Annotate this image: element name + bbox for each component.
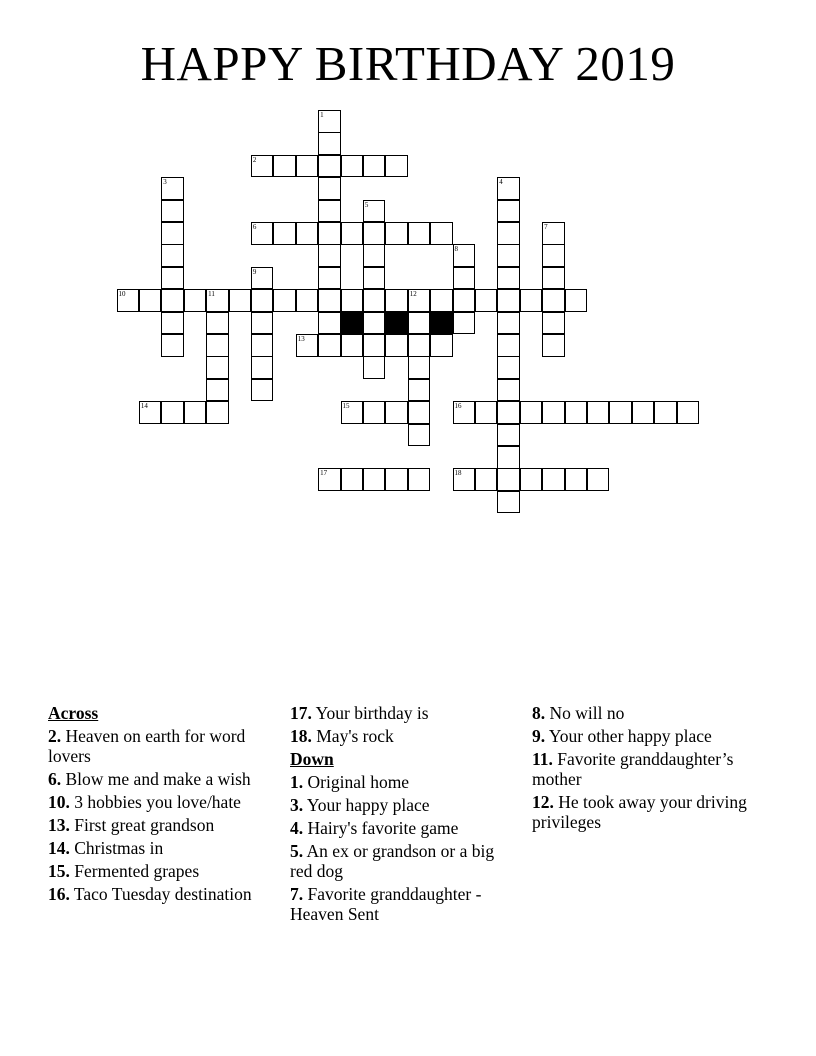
clue-number: 18. xyxy=(290,726,312,746)
grid-cell[interactable] xyxy=(408,401,431,424)
grid-cell[interactable] xyxy=(453,289,476,312)
grid-cell[interactable] xyxy=(497,334,520,357)
grid-cell[interactable] xyxy=(251,379,274,402)
clue-text: Favorite granddaughter’s mother xyxy=(532,749,734,789)
grid-cell[interactable] xyxy=(161,289,184,312)
grid-cell[interactable] xyxy=(318,267,341,290)
grid-cell[interactable] xyxy=(206,356,229,379)
grid-cell[interactable] xyxy=(251,155,274,178)
grid-cell[interactable] xyxy=(497,222,520,245)
cell-number: 3 xyxy=(163,178,167,187)
grid-cell[interactable] xyxy=(161,177,184,200)
clue-item xyxy=(532,792,747,832)
grid-cell[interactable] xyxy=(408,334,431,357)
clue-text: 3 hobbies you love/hate xyxy=(69,792,241,812)
grid-cell[interactable] xyxy=(318,244,341,267)
grid-cell[interactable] xyxy=(609,401,632,424)
clue-number: 7. xyxy=(290,884,304,904)
grid-cell[interactable] xyxy=(161,334,184,357)
grid-cell[interactable] xyxy=(632,401,655,424)
cell-number: 6 xyxy=(252,223,257,231)
clue-item xyxy=(290,703,510,723)
clue-number: 14. xyxy=(48,838,70,858)
grid-cell[interactable] xyxy=(229,289,252,312)
grid-cell[interactable] xyxy=(273,289,296,312)
grid-cell[interactable] xyxy=(363,200,386,223)
grid-cell[interactable] xyxy=(206,289,229,312)
grid-cell[interactable] xyxy=(542,244,565,267)
cell-number: 13 xyxy=(297,335,305,343)
clue-text: Heaven on earth for word lovers xyxy=(48,726,246,766)
grid-cell[interactable] xyxy=(341,468,364,491)
grid-cell[interactable] xyxy=(497,356,520,379)
grid-cell[interactable] xyxy=(318,334,341,357)
grid-cell[interactable] xyxy=(475,401,498,424)
clue-text: First great grandson xyxy=(69,815,215,835)
grid-cell[interactable] xyxy=(296,334,319,357)
cell-number: 7 xyxy=(544,223,548,231)
grid-cell[interactable] xyxy=(408,424,431,447)
grid-cell[interactable] xyxy=(408,289,431,312)
grid-cell[interactable] xyxy=(251,222,274,245)
grid-cell[interactable] xyxy=(542,334,565,357)
grid-cell[interactable] xyxy=(385,222,408,245)
grid-cell[interactable] xyxy=(296,222,319,245)
clue-number: 10. xyxy=(48,792,70,812)
cell-number: 8 xyxy=(454,245,458,254)
grid-cell[interactable] xyxy=(318,177,341,200)
clue-number: 16. xyxy=(48,884,70,904)
grid-cell[interactable] xyxy=(520,289,543,312)
grid-cell[interactable] xyxy=(587,468,610,491)
cell-number: 14 xyxy=(140,402,148,411)
clue-text: Blow me and make a wish xyxy=(61,769,251,789)
clue-text: May's rock xyxy=(311,726,394,746)
cell-number: 2 xyxy=(252,155,257,164)
grid-cell[interactable] xyxy=(408,356,431,379)
grid-cell[interactable] xyxy=(363,334,386,357)
clue-text: Favorite granddaughter - Heaven Sent xyxy=(290,884,482,924)
grid-cell[interactable] xyxy=(318,312,341,335)
clue-item xyxy=(532,749,747,789)
grid-cell[interactable] xyxy=(542,401,565,424)
clue-text: Fermented grapes xyxy=(69,861,200,881)
grid-cell[interactable] xyxy=(497,177,520,200)
grid-cell[interactable] xyxy=(520,468,543,491)
grid-cell[interactable] xyxy=(497,289,520,312)
grid-cell[interactable] xyxy=(408,468,431,491)
grid-cell[interactable] xyxy=(318,110,341,133)
grid-cell[interactable] xyxy=(497,312,520,335)
cell-number: 10 xyxy=(118,290,126,299)
grid-cell[interactable] xyxy=(453,267,476,290)
clue-text: Hairy's favorite game xyxy=(303,818,459,838)
grid-cell[interactable] xyxy=(565,468,588,491)
grid-cell[interactable] xyxy=(542,289,565,312)
grid-cell[interactable] xyxy=(453,312,476,335)
grid-cell[interactable] xyxy=(161,267,184,290)
clue-item xyxy=(48,884,268,904)
clue-section-header: Across xyxy=(48,703,99,723)
grid-cell[interactable] xyxy=(161,222,184,245)
grid-cell[interactable] xyxy=(542,312,565,335)
clue-item xyxy=(48,792,268,812)
grid-cell[interactable] xyxy=(453,468,476,491)
grid-cell[interactable] xyxy=(161,401,184,424)
clue-number: 2. xyxy=(48,726,62,746)
clue-item xyxy=(290,726,510,746)
grid-cell[interactable] xyxy=(161,312,184,335)
grid-cell[interactable] xyxy=(117,289,140,312)
grid-cell[interactable] xyxy=(654,401,677,424)
cell-number: 16 xyxy=(454,402,462,411)
page-title: HAPPY BIRTHDAY 2019 xyxy=(140,36,676,91)
grid-cell[interactable] xyxy=(363,312,386,335)
grid-cell[interactable] xyxy=(251,356,274,379)
grid-cell[interactable] xyxy=(251,312,274,335)
grid-cell[interactable] xyxy=(408,222,431,245)
grid-cell[interactable] xyxy=(565,401,588,424)
grid-cell[interactable] xyxy=(363,267,386,290)
grid-cell[interactable] xyxy=(497,379,520,402)
grid-cell[interactable] xyxy=(184,289,207,312)
clue-item xyxy=(48,769,268,789)
clue-section-header: Down xyxy=(290,749,334,769)
grid-cell[interactable] xyxy=(453,401,476,424)
grid-cell[interactable] xyxy=(296,289,319,312)
clue-text: No will no xyxy=(545,703,625,723)
clue-text: An ex or grandson or a big red dog xyxy=(290,841,495,881)
cell-number: 11 xyxy=(208,290,215,299)
cell-number: 4 xyxy=(499,178,503,187)
grid-cell[interactable] xyxy=(251,267,274,290)
clue-text: Your other happy place xyxy=(545,726,712,746)
grid-cell[interactable] xyxy=(273,155,296,178)
grid-cell[interactable] xyxy=(475,468,498,491)
cell-number: 17 xyxy=(320,469,328,478)
grid-cell[interactable] xyxy=(184,401,207,424)
clue-number: 17. xyxy=(290,703,312,723)
clue-item xyxy=(290,841,510,881)
grid-cell[interactable] xyxy=(385,334,408,357)
clue-text: Christmas in xyxy=(69,838,164,858)
clue-item xyxy=(290,795,510,815)
clue-item xyxy=(290,884,510,924)
grid-cell[interactable] xyxy=(341,155,364,178)
grid-cell[interactable] xyxy=(206,334,229,357)
black-square xyxy=(341,312,364,335)
clue-item xyxy=(48,838,268,858)
grid-cell[interactable] xyxy=(363,222,386,245)
grid-cell[interactable] xyxy=(677,401,700,424)
grid-cell[interactable] xyxy=(318,222,341,245)
grid-cell[interactable] xyxy=(341,334,364,357)
clue-text: Your happy place xyxy=(303,795,430,815)
clue-number: 15. xyxy=(48,861,70,881)
grid-cell[interactable] xyxy=(251,289,274,312)
grid-cell[interactable] xyxy=(206,312,229,335)
cell-number: 9 xyxy=(252,267,257,276)
clue-text: Your birthday is xyxy=(311,703,429,723)
clue-number: 3. xyxy=(290,795,304,815)
black-square xyxy=(385,312,408,335)
clue-column-3 xyxy=(532,703,747,835)
grid-cell[interactable] xyxy=(497,446,520,469)
grid-cell[interactable] xyxy=(497,401,520,424)
grid-cell[interactable] xyxy=(497,244,520,267)
grid-cell[interactable] xyxy=(161,244,184,267)
grid-cell[interactable] xyxy=(565,289,588,312)
clue-item xyxy=(532,726,747,746)
grid-cell[interactable] xyxy=(251,334,274,357)
clue-number: 4. xyxy=(290,818,304,838)
grid-cell[interactable] xyxy=(542,468,565,491)
clue-text: Original home xyxy=(303,772,410,792)
clue-number: 6. xyxy=(48,769,62,789)
grid-cell[interactable] xyxy=(341,222,364,245)
grid-cell[interactable] xyxy=(475,289,498,312)
grid-cell[interactable] xyxy=(318,468,341,491)
grid-cell[interactable] xyxy=(408,312,431,335)
black-square xyxy=(430,312,453,335)
grid-cell[interactable] xyxy=(430,334,453,357)
clue-number: 13. xyxy=(48,815,70,835)
grid-cell[interactable] xyxy=(318,289,341,312)
grid-cell[interactable] xyxy=(318,200,341,223)
clue-item xyxy=(290,818,510,838)
clue-column-2 xyxy=(290,703,510,927)
clue-text: He took away your driving privileges xyxy=(532,792,747,832)
grid-cell[interactable] xyxy=(318,155,341,178)
grid-cell[interactable] xyxy=(497,424,520,447)
grid-cell[interactable] xyxy=(139,289,162,312)
grid-cell[interactable] xyxy=(363,468,386,491)
grid-cell[interactable] xyxy=(206,379,229,402)
clue-number: 8. xyxy=(532,703,546,723)
clue-number: 5. xyxy=(290,841,304,861)
clue-item xyxy=(290,772,510,792)
grid-cell[interactable] xyxy=(408,379,431,402)
grid-cell[interactable] xyxy=(430,222,453,245)
clue-item xyxy=(48,861,268,881)
clue-number: 12. xyxy=(532,792,554,812)
clue-number: 11. xyxy=(532,749,553,769)
cell-number: 12 xyxy=(409,290,417,299)
grid-cell[interactable] xyxy=(385,289,408,312)
grid-cell[interactable] xyxy=(296,155,319,178)
grid-cell[interactable] xyxy=(341,401,364,424)
clue-text: Taco Tuesday destination xyxy=(69,884,252,904)
grid-cell[interactable] xyxy=(363,155,386,178)
grid-cell[interactable] xyxy=(363,244,386,267)
grid-cell[interactable] xyxy=(497,468,520,491)
cell-number: 15 xyxy=(342,402,350,411)
grid-cell[interactable] xyxy=(385,468,408,491)
grid-cell[interactable] xyxy=(341,289,364,312)
clue-item xyxy=(48,726,268,766)
clue-column-1 xyxy=(48,703,268,907)
grid-cell[interactable] xyxy=(587,401,610,424)
grid-cell[interactable] xyxy=(453,244,476,267)
cell-number: 5 xyxy=(364,200,369,209)
clue-item xyxy=(532,703,747,723)
grid-cell[interactable] xyxy=(497,267,520,290)
cell-number: 18 xyxy=(454,469,462,478)
grid-cell[interactable] xyxy=(206,401,229,424)
grid-cell[interactable] xyxy=(497,491,520,514)
grid-cell[interactable] xyxy=(542,222,565,245)
grid-cell[interactable] xyxy=(385,401,408,424)
grid-cell[interactable] xyxy=(318,132,341,155)
clue-number: 9. xyxy=(532,726,546,746)
grid-cell[interactable] xyxy=(273,222,296,245)
cell-number: 1 xyxy=(320,111,324,119)
clue-item xyxy=(48,815,268,835)
grid-cell[interactable] xyxy=(520,401,543,424)
grid-cell[interactable] xyxy=(139,401,162,424)
grid-cell[interactable] xyxy=(161,200,184,223)
grid-cell[interactable] xyxy=(497,200,520,223)
grid-cell[interactable] xyxy=(542,267,565,290)
grid-cell[interactable] xyxy=(363,289,386,312)
grid-cell[interactable] xyxy=(363,356,386,379)
clue-number: 1. xyxy=(290,772,304,792)
grid-cell[interactable] xyxy=(430,289,453,312)
grid-cell[interactable] xyxy=(363,401,386,424)
grid-cell[interactable] xyxy=(385,155,408,178)
